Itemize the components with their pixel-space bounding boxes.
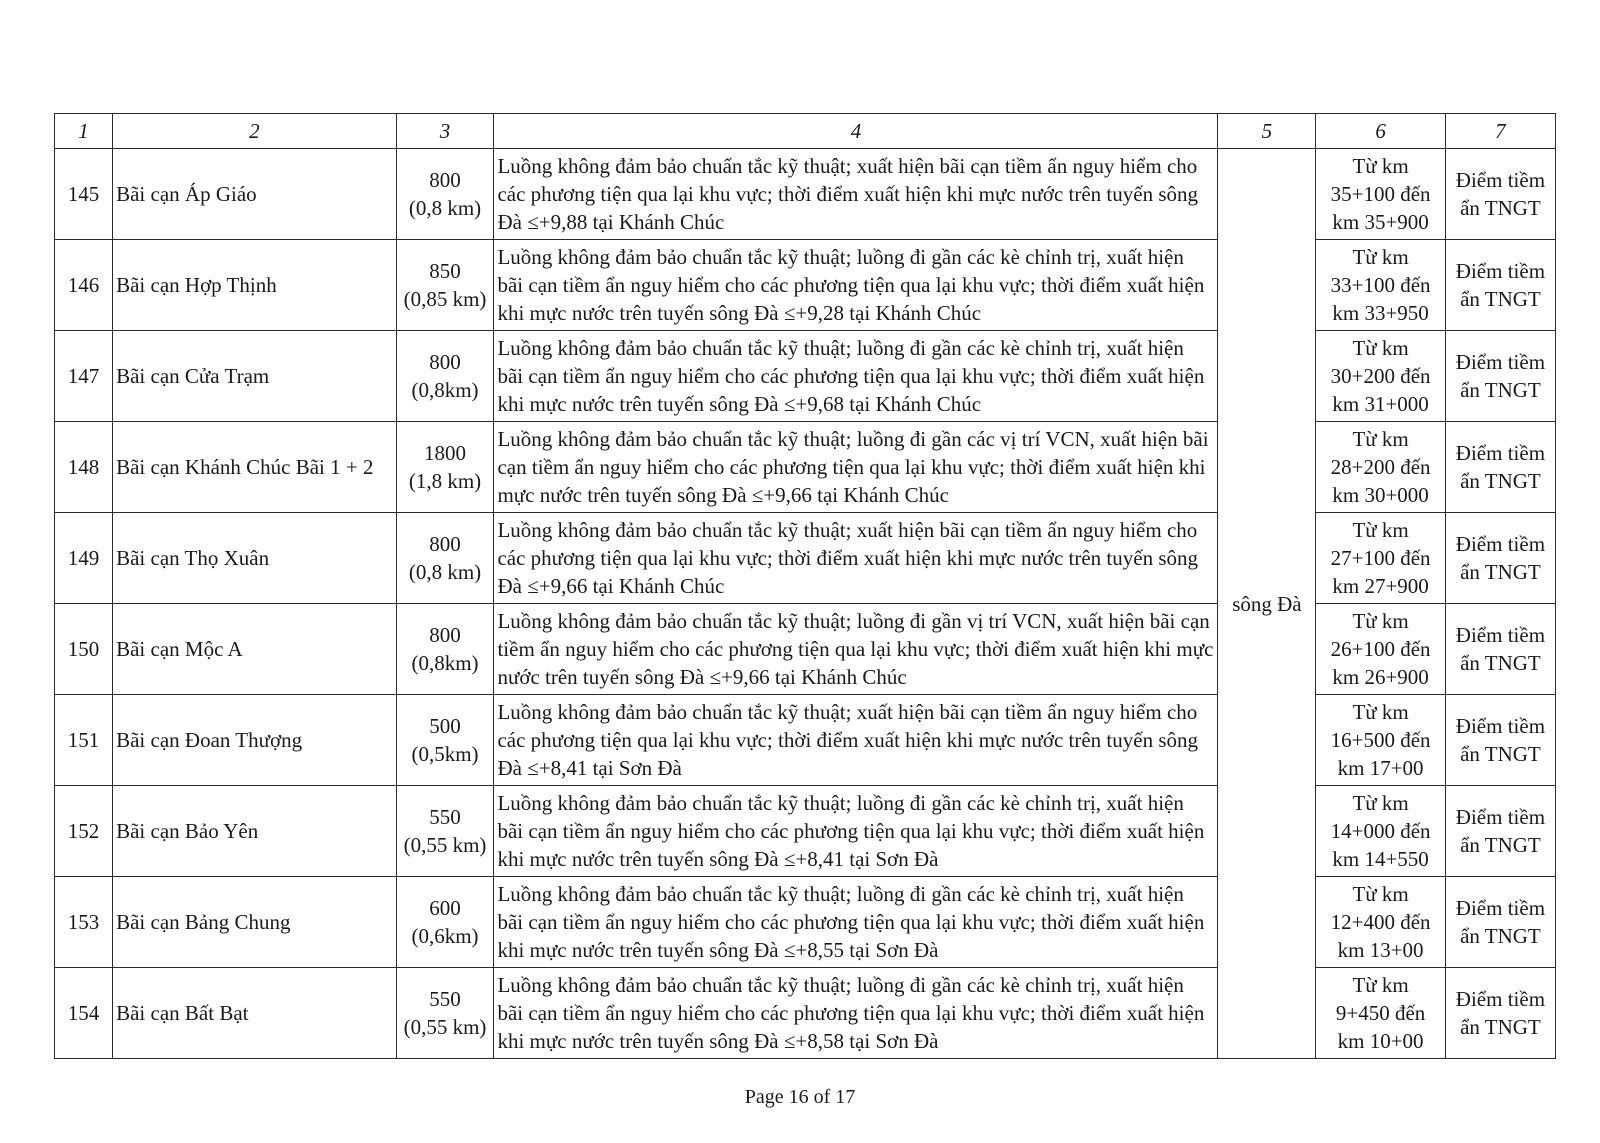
shoal-description: Luồng không đảm bảo chuẩn tắc kỹ thuật; luồng đi gần các vị trí VCN, xuất hiện bãi cạn tiềm ẩn nguy hiểm cho các phương tiện qua lại khu vực; thời điểm xuất hiện khi mực nước trên tuyến sông Đà ≤+9,66 tại Khánh Chúc [494,422,1218,513]
shoal-description: Luồng không đảm bảo chuẩn tắc kỹ thuật; luồng đi gần các kè chỉnh trị, xuất hiện bãi cạn tiềm ẩn nguy hiểm cho các phương tiện qua lại khu vực; thời điểm xuất hiện khi mực nước trên tuyến sông Đà ≤+8,58 tại Sơn Đà [494,968,1218,1059]
length-meters: 800 [429,623,461,647]
km-position [1316,513,1446,604]
table-header [55,114,1556,149]
km-to: km 26+900 [1332,665,1429,689]
header-col-3: 3 [396,114,494,149]
shoal-name: Bãi cạn Bảng Chung [113,877,396,968]
row-number: 154 [55,968,113,1059]
length-meters: 1800 [424,441,467,465]
length-meters: 800 [429,532,461,556]
km-position [1316,331,1446,422]
km-range: 35+100 đến [1330,182,1431,206]
shoal-name: Bãi cạn Khánh Chúc Bãi 1 + 2 [113,422,396,513]
km-from: Từ km [1352,973,1409,997]
km-range: 26+100 đến [1330,637,1431,661]
table-row [55,786,1556,877]
risk-note: Điểm tiềm ẩn TNGT [1445,513,1555,604]
header-row [55,114,1556,149]
shoal-length [396,513,494,604]
table-row [55,422,1556,513]
shoal-table [54,113,1556,1059]
length-km: (0,8 km) [408,560,482,584]
km-range: 33+100 đến [1330,273,1431,297]
row-number: 153 [55,877,113,968]
risk-note: Điểm tiềm ẩn TNGT [1445,786,1555,877]
row-number: 149 [55,513,113,604]
header-col-5: 5 [1218,114,1316,149]
row-number: 147 [55,331,113,422]
row-number: 152 [55,786,113,877]
risk-note: Điểm tiềm ẩn TNGT [1445,422,1555,513]
km-position [1316,149,1446,240]
shoal-length [396,786,494,877]
km-from: Từ km [1352,245,1409,269]
km-position [1316,695,1446,786]
km-position [1316,422,1446,513]
length-meters: 500 [429,714,461,738]
shoal-name: Bãi cạn Thọ Xuân [113,513,396,604]
km-position [1316,877,1446,968]
risk-note: Điểm tiềm ẩn TNGT [1445,240,1555,331]
table-row [55,968,1556,1059]
length-km: (0,55 km) [403,833,487,857]
shoal-description: Luồng không đảm bảo chuẩn tắc kỹ thuật; luồng đi gần các kè chỉnh trị, xuất hiện bãi cạn tiềm ẩn nguy hiểm cho các phương tiện qua lại khu vực; thời điểm xuất hiện khi mực nước trên tuyến sông Đà ≤+9,28 tại Khánh Chúc [494,240,1218,331]
length-km: (0,8km) [411,378,479,402]
shoal-length [396,604,494,695]
table-row [55,240,1556,331]
km-range: 12+400 đến [1330,910,1431,934]
shoal-name: Bãi cạn Đoan Thượng [113,695,396,786]
row-number: 145 [55,149,113,240]
km-range: 28+200 đến [1330,455,1431,479]
length-km: (0,8km) [411,651,479,675]
km-range: 9+450 đến [1335,1001,1426,1025]
km-range: 14+000 đến [1330,819,1431,843]
page-number: Page 16 of 17 [744,1086,856,1108]
risk-note: Điểm tiềm ẩn TNGT [1445,968,1555,1059]
shoal-description: Luồng không đảm bảo chuẩn tắc kỹ thuật; xuất hiện bãi cạn tiềm ẩn nguy hiểm cho các phương tiện qua lại khu vực; thời điểm xuất hiện khi mực nước trên tuyến sông Đà ≤+8,41 tại Sơn Đà [494,695,1218,786]
km-from: Từ km [1352,427,1409,451]
shoal-description: Luồng không đảm bảo chuẩn tắc kỹ thuật; xuất hiện bãi cạn tiềm ẩn nguy hiểm cho các phương tiện qua lại khu vực; thời điểm xuất hiện khi mực nước trên tuyến sông Đà ≤+9,88 tại Khánh Chúc [494,149,1218,240]
km-range: 30+200 đến [1330,364,1431,388]
shoal-description: Luồng không đảm bảo chuẩn tắc kỹ thuật; luồng đi gần các kè chỉnh trị, xuất hiện bãi cạn tiềm ẩn nguy hiểm cho các phương tiện qua lại khu vực; thời điểm xuất hiện khi mực nước trên tuyến sông Đà ≤+8,41 tại Sơn Đà [494,786,1218,877]
shoal-name: Bãi cạn Mộc A [113,604,396,695]
header-col-7: 7 [1445,114,1555,149]
shoal-length [396,149,494,240]
km-to: km 14+550 [1332,847,1429,871]
length-km: (0,5km) [411,742,479,766]
km-from: Từ km [1352,700,1409,724]
row-number: 146 [55,240,113,331]
river-name: sông Đà [1218,149,1316,1059]
km-position [1316,604,1446,695]
km-position [1316,786,1446,877]
shoal-length [396,240,494,331]
km-to: km 27+900 [1332,574,1429,598]
km-from: Từ km [1352,518,1409,542]
km-from: Từ km [1352,791,1409,815]
risk-note: Điểm tiềm ẩn TNGT [1445,877,1555,968]
table-row [55,877,1556,968]
km-to: km 33+950 [1332,301,1429,325]
table-row [55,149,1556,240]
shoal-name: Bãi cạn Cửa Trạm [113,331,396,422]
header-col-1: 1 [55,114,113,149]
shoal-name: Bãi cạn Hợp Thịnh [113,240,396,331]
km-to: km 35+900 [1332,210,1429,234]
length-meters: 600 [429,896,461,920]
km-position [1316,240,1446,331]
row-number: 148 [55,422,113,513]
shoal-length [396,695,494,786]
km-to: km 13+00 [1337,938,1424,962]
shoal-description: Luồng không đảm bảo chuẩn tắc kỹ thuật; luồng đi gần các kè chỉnh trị, xuất hiện bãi cạn tiềm ẩn nguy hiểm cho các phương tiện qua lại khu vực; thời điểm xuất hiện khi mực nước trên tuyến sông Đà ≤+8,55 tại Sơn Đà [494,877,1218,968]
length-meters: 800 [429,168,461,192]
km-from: Từ km [1352,336,1409,360]
header-col-6: 6 [1316,114,1446,149]
km-from: Từ km [1352,609,1409,633]
shoal-length [396,331,494,422]
shoal-name: Bãi cạn Áp Giáo [113,149,396,240]
shoal-name: Bãi cạn Bất Bạt [113,968,396,1059]
risk-note: Điểm tiềm ẩn TNGT [1445,695,1555,786]
shoal-description: Luồng không đảm bảo chuẩn tắc kỹ thuật; xuất hiện bãi cạn tiềm ẩn nguy hiểm cho các phương tiện qua lại khu vực; thời điểm xuất hiện khi mực nước trên tuyến sông Đà ≤+9,66 tại Khánh Chúc [494,513,1218,604]
km-to: km 30+000 [1332,483,1429,507]
table-row [55,331,1556,422]
length-meters: 800 [429,350,461,374]
shoal-name: Bãi cạn Bảo Yên [113,786,396,877]
table-row [55,513,1556,604]
risk-note: Điểm tiềm ẩn TNGT [1445,604,1555,695]
row-number: 150 [55,604,113,695]
km-range: 27+100 đến [1330,546,1431,570]
shoal-length [396,877,494,968]
risk-note: Điểm tiềm ẩn TNGT [1445,331,1555,422]
shoal-length [396,422,494,513]
length-km: (0,55 km) [403,1015,487,1039]
km-from: Từ km [1352,882,1409,906]
length-km: (0,8 km) [408,196,482,220]
km-to: km 17+00 [1337,756,1424,780]
header-col-2: 2 [113,114,396,149]
km-range: 16+500 đến [1330,728,1431,752]
row-number: 151 [55,695,113,786]
km-to: km 31+000 [1332,392,1429,416]
km-from: Từ km [1352,154,1409,178]
km-to: km 10+00 [1337,1029,1424,1053]
table-body [55,149,1556,1059]
shoal-description: Luồng không đảm bảo chuẩn tắc kỹ thuật; luồng đi gần vị trí VCN, xuất hiện bãi cạn tiềm ẩn nguy hiểm cho các phương tiện qua lại khu vực; thời điểm xuất hiện khi mực nước trên tuyến sông Đà ≤+9,66 tại Khánh Chúc [494,604,1218,695]
length-km: (1,8 km) [408,469,482,493]
shoal-length [396,968,494,1059]
table-row [55,604,1556,695]
length-meters: 550 [429,805,461,829]
length-km: (0,6km) [411,924,479,948]
table-row [55,695,1556,786]
risk-note: Điểm tiềm ẩn TNGT [1445,149,1555,240]
length-meters: 550 [429,987,461,1011]
length-meters: 850 [429,259,461,283]
shoal-description: Luồng không đảm bảo chuẩn tắc kỹ thuật; luồng đi gần các kè chỉnh trị, xuất hiện bãi cạn tiềm ẩn nguy hiểm cho các phương tiện qua lại khu vực; thời điểm xuất hiện khi mực nước trên tuyến sông Đà ≤+9,68 tại Khánh Chúc [494,331,1218,422]
km-position [1316,968,1446,1059]
length-km: (0,85 km) [403,287,487,311]
header-col-4: 4 [494,114,1218,149]
